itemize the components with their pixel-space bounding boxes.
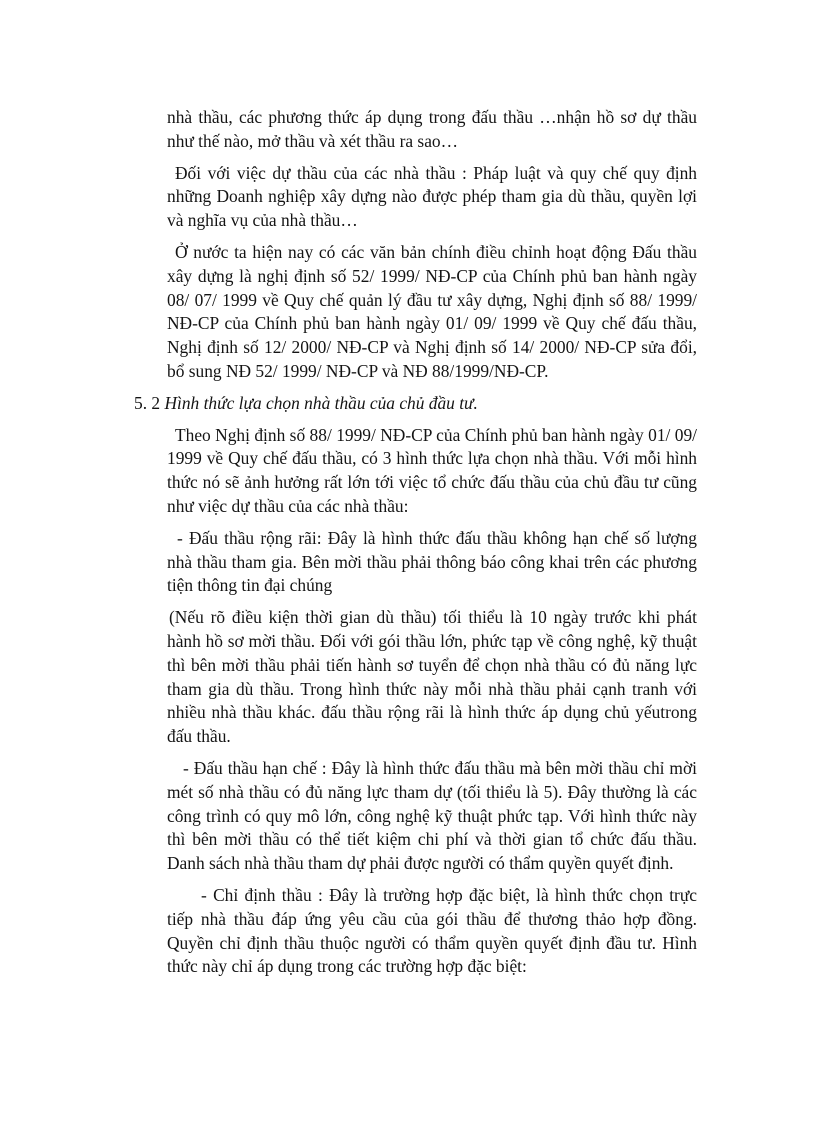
paragraph-open-bidding: - Đấu thầu rộng rãi: Đây là hình thức đấu thầu không hạn chế số lượng nhà thầu tham gia. Bên mời thầu phải thông báo công khai trên các phương tiện thông tin đại chúng [167, 527, 697, 596]
paragraph-selection-forms: Theo Nghị định số 88/ 1999/ NĐ-CP của Chính phủ ban hành ngày 01/ 09/ 1999 về Quy chế đấu thầu, có 3 hình thức lựa chọn nhà thầu. Với mỗi hình thức nó sẽ ảnh hưởng rất lớn tới việc tổ chức đấu thầu của chủ đầu tư cũng như việc dự thầu của các nhà thầu: [167, 424, 697, 516]
document-body [134, 106, 697, 987]
paragraph-limited-bidding: - Đấu thầu hạn chế : Đây là hình thức đấu thầu mà bên mời thầu chỉ mời mét số nhà thầu có đủ năng lực tham dự (tối thiểu là 5). Đây thường là các công trình có quy mô lớn, công nghệ kỹ thuật phức tạp. Với hình thức này thì bên mời thầu có thể tiết kiệm chi phí và thời gian tổ chức đấu thầu. Danh sách nhà thầu tham dự phải được người có thẩm quyền quyết định. [167, 757, 697, 874]
paragraph-intro-continuation: nhà thầu, các phương thức áp dụng trong đấu thầu …nhận hồ sơ dự thầu như thế nào, mở thầu và xét thầu ra sao… [167, 107, 697, 151]
section-number: 5. 2 [134, 392, 161, 413]
paragraph-contractor-participation: Đối với việc dự thầu của các nhà thầu : Pháp luật và quy chế quy định những Doanh nghiệp xây dựng nào được phép tham gia dù thầu, quyền lợi và nghĩa vụ của nhà thầu… [167, 162, 697, 231]
paragraph-direct-appointment: - Chỉ định thầu : Đây là trường hợp đặc biệt, là hình thức chọn trực tiếp nhà thầu đáp ứng yêu cầu của gói thầu để thương thảo hợp đồng. Quyền chỉ định thầu thuộc người có thẩm quyền quyết định đầu tư. Hình thức này chỉ áp dụng trong các trường hợp đặc biệt: [167, 884, 697, 977]
section-heading [134, 392, 697, 416]
paragraph-open-bidding-details: (Nếu rõ điều kiện thời gian dù thầu) tối thiểu là 10 ngày trước khi phát hành hồ sơ mời thầu. Đối với gói thầu lớn, phức tạp về công nghệ, kỹ thuật thì bên mời thầu phải tiến hành sơ tuyển để chọn nhà thầu có đủ năng lực tham gia dù thầu. Trong hình thức này mỗi nhà thầu phải cạnh tranh với nhiều nhà thầu khác. đấu thầu rộng rãi là hình thức áp dụng chủ yếutrong đấu thầu. [167, 607, 697, 747]
section-title: Hình thức lựa chọn nhà thầu của chủ đầu tư. [164, 392, 478, 413]
paragraph-legal-documents: Ở nước ta hiện nay có các văn bản chính điều chỉnh hoạt động Đấu thầu xây dựng là nghị định số 52/ 1999/ NĐ-CP của Chính phủ ban hành ngày 08/ 07/ 1999 về Quy chế quản lý đầu tư xây dựng, Nghị định số 88/ 1999/ NĐ-CP của Chính phủ ban hành ngày 01/ 09/ 1999 về Quy chế đấu thầu, Nghị định số 12/ 2000/ NĐ-CP và Nghị định số 14/ 2000/ NĐ-CP sửa đổi, bổ sung NĐ 52/ 1999/ NĐ-CP và NĐ 88/1999/NĐ-CP. [167, 241, 697, 381]
